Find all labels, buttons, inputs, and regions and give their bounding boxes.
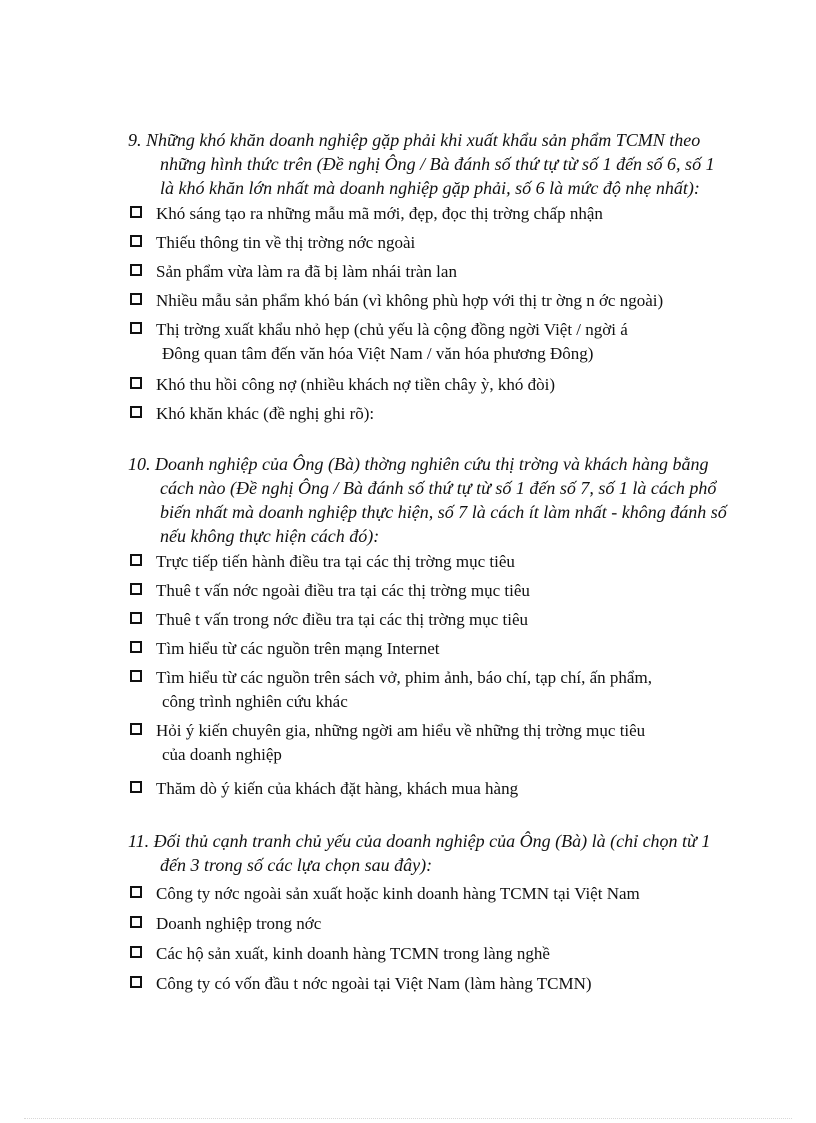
option-checkbox[interactable] xyxy=(130,912,730,942)
checkbox-icon[interactable] xyxy=(130,206,142,218)
checkbox-icon[interactable] xyxy=(130,886,142,898)
question-11-text: 11. Đối thủ cạnh tranh chủ yếu của doanh nghiệp của Ông (Bà) là (chỉ chọn từ 1 đến 3 trong số các lựa chọn sau đây): xyxy=(128,831,711,875)
page-bottom-rule xyxy=(24,1118,792,1119)
checkbox-icon[interactable] xyxy=(130,723,142,735)
option-label: Thiếu thông tin về thị trờng nớc ngoài xyxy=(156,233,416,252)
option-checkbox[interactable] xyxy=(130,942,730,972)
option-checkbox[interactable] xyxy=(130,231,730,260)
option-label: Khó thu hồi công nợ (nhiều khách nợ tiền chây ỳ, khó đòi) xyxy=(156,375,555,394)
option-label-continued: của doanh nghiệp xyxy=(162,745,282,764)
question-11 xyxy=(128,829,733,877)
option-checkbox[interactable] xyxy=(130,579,730,608)
checkbox-icon[interactable] xyxy=(130,612,142,624)
question-10-options xyxy=(130,550,730,806)
option-label: Công ty có vốn đầu t nớc ngoài tại Việt Nam (làm hàng TCMN) xyxy=(156,974,592,993)
option-label: Thuê t vấn trong nớc điều tra tại các thị trờng mục tiêu xyxy=(156,610,529,629)
checkbox-icon[interactable] xyxy=(130,322,142,334)
checkbox-icon[interactable] xyxy=(130,406,142,418)
option-checkbox[interactable] xyxy=(130,202,730,231)
option-checkbox[interactable] xyxy=(130,289,730,318)
option-checkbox[interactable] xyxy=(130,402,730,431)
checkbox-icon[interactable] xyxy=(130,377,142,389)
checkbox-icon[interactable] xyxy=(130,583,142,595)
checkbox-icon[interactable] xyxy=(130,554,142,566)
option-label: Thuê t vấn nớc ngoài điều tra tại các thị trờng mục tiêu xyxy=(156,581,530,600)
checkbox-icon[interactable] xyxy=(130,235,142,247)
checkbox-icon[interactable] xyxy=(130,946,142,958)
checkbox-icon[interactable] xyxy=(130,293,142,305)
question-10 xyxy=(128,452,733,548)
option-checkbox[interactable] xyxy=(130,637,730,666)
question-11-options xyxy=(130,882,730,1002)
option-label-continued: Đông quan tâm đến văn hóa Việt Nam / văn hóa phương Đông) xyxy=(162,344,594,363)
option-label: Thăm dò ý kiến của khách đặt hàng, khách mua hàng xyxy=(156,779,519,798)
option-label: Thị trờng xuất khẩu nhỏ hẹp (chủ yếu là cộng đồng ngời Việt / ngời á xyxy=(156,320,628,339)
option-checkbox[interactable] xyxy=(130,608,730,637)
option-checkbox[interactable] xyxy=(130,972,730,1002)
option-checkbox[interactable] xyxy=(130,373,730,402)
checkbox-icon[interactable] xyxy=(130,976,142,988)
option-checkbox[interactable] xyxy=(130,882,730,912)
option-label: Khó khăn khác (đề nghị ghi rõ): xyxy=(156,404,375,423)
checkbox-icon[interactable] xyxy=(130,264,142,276)
question-10-text: 10. Doanh nghiệp của Ông (Bà) thờng nghiên cứu thị trờng và khách hàng bằng cách nào (Đề nghị Ông / Bà đánh số thứ tự từ số 1 đến số 7, số 1 là cách phổ biến nhất mà doanh nghiệp thực hiện, số 7 là cách ít làm nhất - không đánh số nếu không thực hiện cách đó): xyxy=(128,454,727,546)
option-label: Hỏi ý kiến chuyên gia, những ngời am hiểu về những thị trờng mục tiêu xyxy=(156,721,646,740)
option-label: Trực tiếp tiến hành điều tra tại các thị trờng mục tiêu xyxy=(156,552,515,571)
option-label: Doanh nghiệp trong nớc xyxy=(156,914,322,933)
option-label: Các hộ sản xuất, kinh doanh hàng TCMN trong làng nghề xyxy=(156,944,550,963)
question-9 xyxy=(128,128,733,200)
checkbox-icon[interactable] xyxy=(130,916,142,928)
option-label: Khó sáng tạo ra những mẫu mã mới, đẹp, đọc thị trờng chấp nhận xyxy=(156,204,603,223)
option-label-continued: công trình nghiên cứu khác xyxy=(162,692,348,711)
option-checkbox[interactable] xyxy=(130,318,730,373)
option-checkbox[interactable] xyxy=(130,260,730,289)
option-checkbox[interactable] xyxy=(130,777,730,806)
checkbox-icon[interactable] xyxy=(130,670,142,682)
option-label: Sản phẩm vừa làm ra đã bị làm nhái tràn lan xyxy=(156,262,457,281)
option-checkbox[interactable] xyxy=(130,550,730,579)
option-checkbox[interactable] xyxy=(130,666,730,719)
option-label: Tìm hiểu từ các nguồn trên mạng Internet xyxy=(156,639,440,658)
option-label: Công ty nớc ngoài sản xuất hoặc kinh doanh hàng TCMN tại Việt Nam xyxy=(156,884,640,903)
checkbox-icon[interactable] xyxy=(130,781,142,793)
option-checkbox[interactable] xyxy=(130,719,730,777)
option-label: Nhiều mẫu sản phẩm khó bán (vì không phù hợp với thị tr ờng n ớc ngoài) xyxy=(156,291,664,310)
checkbox-icon[interactable] xyxy=(130,641,142,653)
option-label: Tìm hiểu từ các nguồn trên sách vở, phim ảnh, báo chí, tạp chí, ấn phẩm, xyxy=(156,668,652,687)
question-9-options xyxy=(130,202,730,431)
question-9-text: 9. Những khó khăn doanh nghiệp gặp phải khi xuất khẩu sản phẩm TCMN theo những hình thức trên (Đề nghị Ông / Bà đánh số thứ tự từ số 1 đến số 6, số 1 là khó khăn lớn nhất mà doanh nghiệp gặp phải, số 6 là mức độ nhẹ nhất): xyxy=(128,130,715,198)
